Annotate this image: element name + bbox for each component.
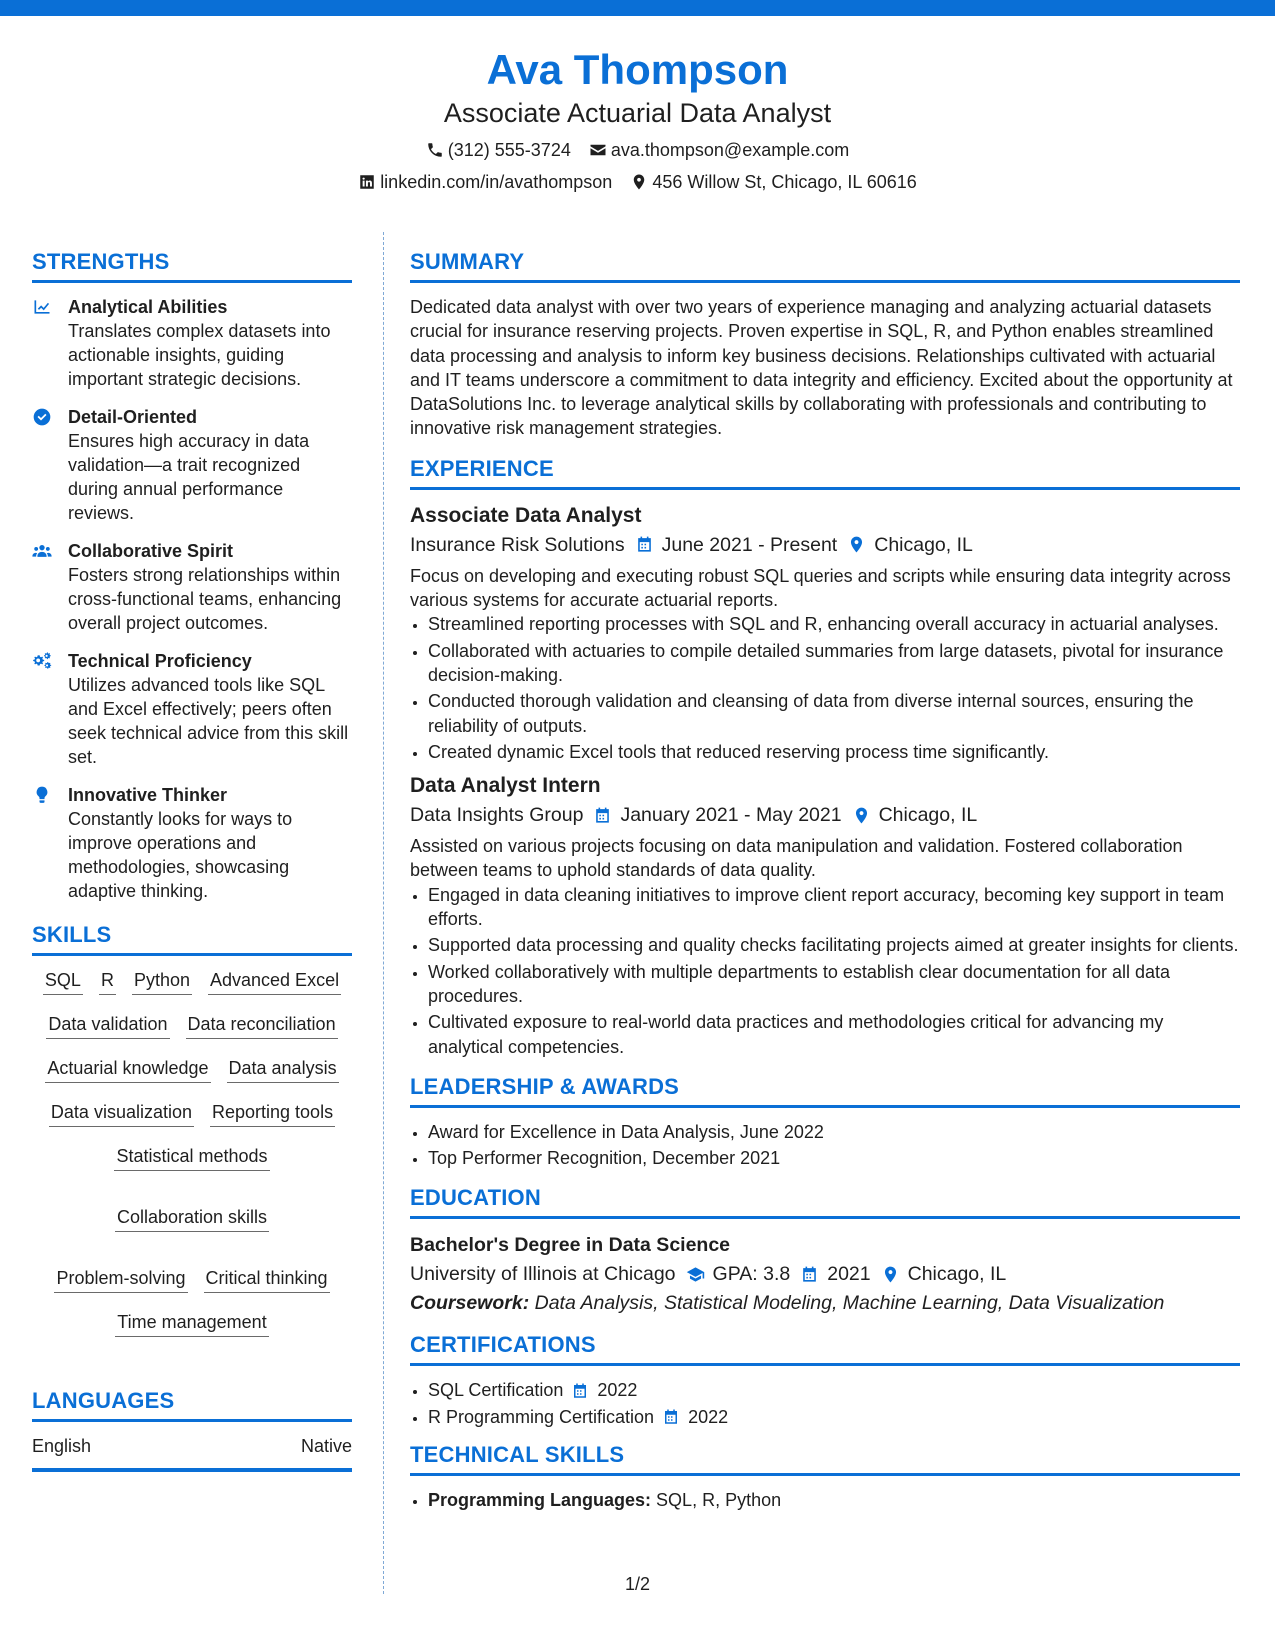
job-location: Chicago, IL xyxy=(874,533,973,556)
summary-text: Dedicated data analyst with over two years of experience managing and analyzing actuarial datasets crucial for insurance reserving projects. Proven expertise in SQL, R, and Python enables streamlined data processing and analysis to inform key business decisions. Relationships cultivated with actuarial and IT teams underscore a commitment to data integrity and efficiency. Excited about the opportunity at DataSolutions Inc. to leverage analytical skills by collaborating with professionals and contributing to innovative risk management strategies. xyxy=(410,297,1233,439)
strength-title: Technical Proficiency xyxy=(68,651,252,671)
skill-tag: Data reconciliation xyxy=(186,1012,338,1039)
users-icon xyxy=(32,541,52,561)
language-name: English xyxy=(32,1436,92,1456)
job-meta xyxy=(410,530,1240,560)
leadership-heading: LEADERSHIP & AWARDS xyxy=(410,1073,1240,1108)
job-description: Focus on developing and executing robust SQL queries and scripts while ensuring data integrity across various systems for accurate actuarial reports. xyxy=(410,565,1231,611)
skill-tag: Data validation xyxy=(46,1012,169,1039)
column-divider xyxy=(383,232,384,1594)
cert-name: • SQL Certification xyxy=(428,1380,564,1401)
strength-item xyxy=(32,539,352,635)
tech-label: Programming Languages: xyxy=(428,1490,652,1511)
skill-tag: Data visualization xyxy=(49,1100,194,1127)
list-item: • Cultivated exposure to real-world data practices and methodologies critical for advancing my analytical competencies. xyxy=(428,1010,1240,1059)
tech-value: SQL, R, Python xyxy=(656,1490,782,1511)
list-item xyxy=(428,1405,1240,1429)
education-meta xyxy=(410,1259,1240,1289)
job-title: Associate Data Analyst xyxy=(410,503,642,527)
right-column xyxy=(410,248,1240,1520)
cert-year: 2022 xyxy=(597,1380,638,1401)
language-row xyxy=(32,1434,352,1472)
skill-tag: Critical thinking xyxy=(204,1266,330,1293)
map-pin-icon xyxy=(847,535,866,554)
check-circle-icon xyxy=(32,407,52,427)
coursework xyxy=(410,1289,1240,1317)
technical-skills-heading: TECHNICAL SKILLS xyxy=(410,1441,1240,1476)
phone-text: (312) 555-3724 xyxy=(447,140,571,160)
skill-tag: Collaboration skills xyxy=(115,1205,269,1232)
list-item xyxy=(428,1488,1240,1512)
calendar-icon xyxy=(635,535,654,554)
skills-list xyxy=(32,968,352,1337)
list-item: • Engaged in data cleaning initiatives to improve client report accuracy, becoming key support in team efforts. xyxy=(428,883,1240,932)
skill-tag: Advanced Excel xyxy=(208,968,341,995)
contact-row-2 xyxy=(0,170,1275,194)
contact-row-1 xyxy=(0,138,1275,162)
job-meta xyxy=(410,800,1240,830)
skills-heading: SKILLS xyxy=(32,921,352,956)
strength-item xyxy=(32,405,352,525)
page-number: 1/2 xyxy=(624,1574,651,1594)
map-pin-icon xyxy=(630,173,648,191)
strength-title: Detail-Oriented xyxy=(68,407,198,427)
envelope-icon xyxy=(589,141,607,159)
awards-list xyxy=(410,1120,1240,1171)
phone-icon xyxy=(426,141,444,159)
list-item xyxy=(428,1378,1240,1402)
skill-tag: Problem-solving xyxy=(54,1266,187,1293)
job-description: Assisted on various projects focusing on data manipulation and validation. Fostered collaboration between teams to uphold standards of data quality. xyxy=(410,836,1183,881)
top-accent-bar xyxy=(0,0,1275,16)
address-contact xyxy=(630,170,916,194)
calendar-icon xyxy=(662,1408,680,1426)
skill-tag: SQL xyxy=(43,968,83,995)
skill-tag: Data analysis xyxy=(227,1056,339,1083)
job-entry xyxy=(410,502,1240,764)
job-entry xyxy=(410,772,1240,1059)
certifications-list xyxy=(410,1378,1240,1429)
list-item: • Conducted thorough validation and cleansing of data from diverse internal sources, ensuring the reliability of outputs. xyxy=(428,689,1240,738)
strength-desc: Ensures high accuracy in data validation—a trait recognized during annual performance reviews. xyxy=(68,431,310,523)
candidate-title: Associate Actuarial Data Analyst xyxy=(443,98,832,128)
map-pin-icon xyxy=(852,806,871,825)
cert-year: 2022 xyxy=(688,1406,729,1427)
job-company: Insurance Risk Solutions xyxy=(410,533,625,556)
resume-header xyxy=(0,44,1275,194)
address-text: 456 Willow St, Chicago, IL 60616 xyxy=(652,172,917,192)
list-item: • Streamlined reporting processes with SQL and R, enhancing overall accuracy in actuarial analyses. xyxy=(428,612,1240,636)
skill-tag: Statistical methods xyxy=(114,1144,269,1171)
experience-heading: EXPERIENCE xyxy=(410,455,1240,490)
email-text: ava.thompson@example.com xyxy=(610,140,850,160)
coursework-label: Coursework: xyxy=(410,1292,530,1315)
lightbulb-icon xyxy=(32,785,52,805)
list-item: • Top Performer Recognition, December 2021 xyxy=(428,1146,1240,1170)
strength-title: Innovative Thinker xyxy=(68,785,228,805)
calendar-icon xyxy=(593,806,612,825)
phone-contact[interactable] xyxy=(426,138,571,162)
job-company: Data Insights Group xyxy=(410,804,584,827)
job-title: Data Analyst Intern xyxy=(410,774,601,798)
strength-item xyxy=(32,295,352,391)
strength-title: Collaborative Spirit xyxy=(68,541,234,561)
coursework-text: Data Analysis, Statistical Modeling, Machine Learning, Data Visualization xyxy=(534,1292,1165,1315)
job-dates: June 2021 - Present xyxy=(661,533,838,556)
education-school: University of Illinois at Chicago xyxy=(410,1263,676,1286)
job-bullets xyxy=(410,883,1240,1059)
job-location: Chicago, IL xyxy=(878,804,978,827)
strengths-heading: STRENGTHS xyxy=(32,248,352,283)
linkedin-contact[interactable] xyxy=(358,170,612,194)
skill-tag: Python xyxy=(132,968,192,995)
left-column xyxy=(32,248,352,1472)
education-heading: EDUCATION xyxy=(410,1184,1240,1219)
education-year: 2021 xyxy=(827,1263,871,1286)
map-pin-icon xyxy=(881,1265,900,1284)
skill-tag: Actuarial knowledge xyxy=(45,1056,210,1083)
calendar-icon xyxy=(571,1382,589,1400)
strength-item xyxy=(32,649,352,769)
graduation-cap-icon xyxy=(686,1265,705,1284)
strength-desc: Constantly looks for ways to improve operations and methodologies, showcasing adaptive thinking. xyxy=(68,809,293,901)
skill-tag: Time management xyxy=(115,1310,268,1337)
list-item: • Supported data processing and quality checks facilitating projects aimed at greater insights for clients. xyxy=(428,933,1240,957)
certifications-heading: CERTIFICATIONS xyxy=(410,1331,1240,1366)
education-location: Chicago, IL xyxy=(907,1263,1007,1286)
linkedin-text: linkedin.com/in/avathompson xyxy=(380,172,613,192)
list-item: • Worked collaboratively with multiple departments to establish clear documentation for all data procedures. xyxy=(428,960,1240,1009)
education-gpa: GPA: 3.8 xyxy=(712,1263,791,1286)
skill-tag: R xyxy=(99,968,116,995)
list-item: • Award for Excellence in Data Analysis, June 2022 xyxy=(428,1120,1240,1144)
chart-line-icon xyxy=(32,297,52,317)
skill-tag: Reporting tools xyxy=(210,1100,335,1127)
summary-heading: SUMMARY xyxy=(410,248,1240,283)
technical-skills-list xyxy=(410,1488,1240,1512)
candidate-name: Ava Thompson xyxy=(486,46,789,93)
email-contact[interactable] xyxy=(589,138,849,162)
education-degree: Bachelor's Degree in Data Science xyxy=(410,1234,731,1257)
strength-item xyxy=(32,783,352,903)
calendar-icon xyxy=(800,1265,819,1284)
job-dates: January 2021 - May 2021 xyxy=(620,804,842,827)
job-bullets xyxy=(410,612,1240,764)
gears-icon xyxy=(32,651,52,671)
list-item: • Created dynamic Excel tools that reduced reserving process time significantly. xyxy=(428,740,1240,764)
cert-name: • R Programming Certification xyxy=(428,1406,655,1427)
language-level: Native xyxy=(300,1436,352,1456)
strength-desc: Translates complex datasets into actionable insights, guiding important strategic decisions. xyxy=(68,321,331,389)
strength-desc: Utilizes advanced tools like SQL and Excel effectively; peers often seek technical advice from this skill set. xyxy=(68,675,349,767)
list-item: • Collaborated with actuaries to compile detailed summaries from large datasets, pivotal for insurance decision-making. xyxy=(428,639,1240,688)
languages-heading: LANGUAGES xyxy=(32,1387,352,1422)
strength-title: Analytical Abilities xyxy=(68,297,228,317)
strength-desc: Fosters strong relationships within cross-functional teams, enhancing overall project outcomes. xyxy=(68,565,342,633)
linkedin-icon xyxy=(358,173,376,191)
